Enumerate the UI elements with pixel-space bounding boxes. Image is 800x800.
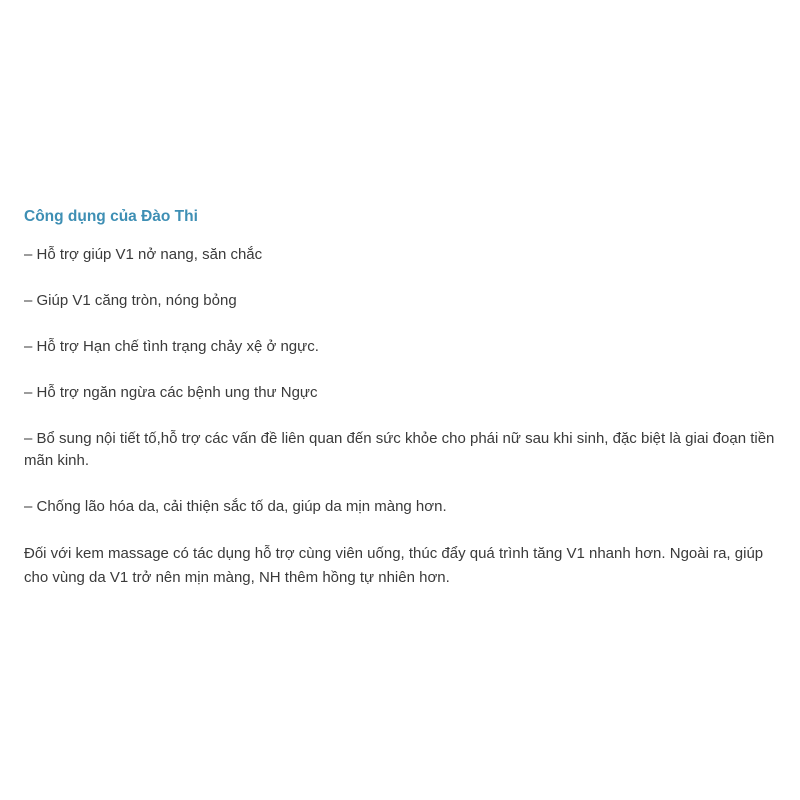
benefit-item: – Hỗ trợ ngăn ngừa các bệnh ung thư Ngực — [24, 384, 318, 401]
benefit-item: – Hỗ trợ Hạn chế tình trạng chảy xệ ở ngực. — [24, 338, 319, 355]
closing-paragraph: Đối với kem massage có tác dụng hỗ trợ cùng viên uống, thúc đẩy quá trình tăng V1 nhanh hơn. Ngoài ra, giúp cho vùng da V1 trở nên mịn màng, NH thêm hồng tự nhiên hơn. — [24, 545, 764, 586]
benefit-item: – Chống lão hóa da, cải thiện sắc tố da, giúp da mịn màng hơn. — [24, 498, 447, 515]
benefit-item: – Giúp V1 căng tròn, nóng bỏng — [24, 292, 237, 309]
benefit-item: – Hỗ trợ giúp V1 nở nang, săn chắc — [24, 246, 263, 263]
benefit-item: – Bổ sung nội tiết tố,hỗ trợ các vấn đề liên quan đến sức khỏe cho phái nữ sau khi sinh, đặc biệt là giai đoạn tiền mãn kinh. — [24, 430, 775, 469]
section-heading: Công dụng của Đào Thi — [24, 208, 198, 225]
article-body — [24, 207, 776, 590]
